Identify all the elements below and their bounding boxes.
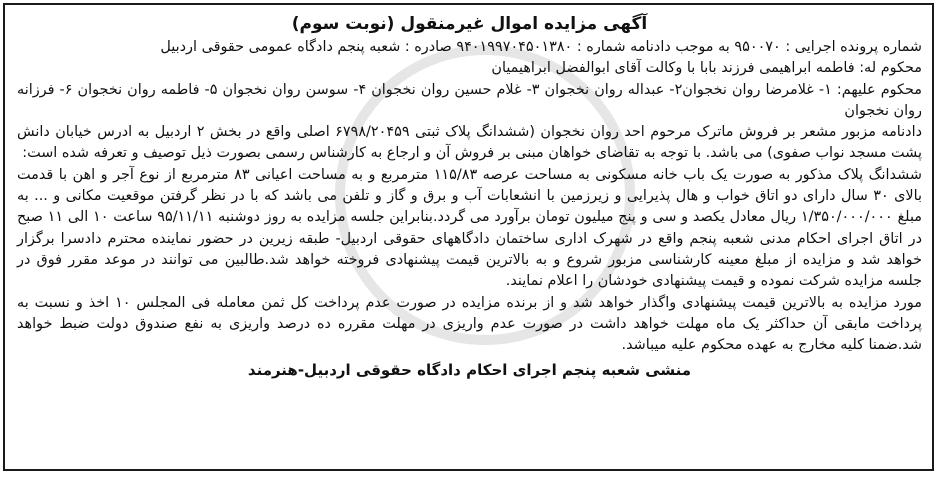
- intro-paragraph: دادنامه مزبور مشعر بر فروش ماترک مرحوم احد روان نخجوان (ششدانگ پلاک ثبتی ۶۷۹۸/۲۰۴۵۹ اصلی واقع در بخش ۲ اردبیل به ادرس خیابان دانش پشت مسجد نواب صفوی) می باشد. با توجه به تقاضای خواهان مبنی بر فروش آن و ارجاع به کارشناس رسمی بصورت ذیل توصیف و تعرفه شده است:: [17, 124, 922, 162]
- defendants-paragraph: محکوم علیهم: ۱- غلامرضا روان نخجوان۲- عبداله روان نخجوان ۳- غلام حسین روان نخجوان ۴- سوسن روان نخجوان ۵- فاطمه روان نخجوان ۶- فرزانه روان نخجوان: [17, 81, 922, 119]
- terms-paragraph: مورد مزایده به بالاترین قیمت پیشنهادی واگذار خواهد شد و از برنده مزایده در صورت عدم پرداخت کل ثمن معامله فی المجلس ۱۰ اخذ و نسبت به پرداخت مابقی آن حداکثر یک ماه مهلت خواهد داشت در صورت عدم واریزی در مهلت مقرره ده درصد واریزی به نفع صندوق دولت ضبط خواهد شد.ضمنا کلیه مخارج به عهده محکوم علیه میباشد.: [17, 294, 923, 354]
- notice-title: آگهی مزایده اموال غیرمنقول (نوبت سوم): [291, 14, 648, 34]
- notice-body: [5, 5, 932, 382]
- signature-line: منشی شعبه پنجم اجرای احکام دادگاه حقوقی اردبیل-هنرمند: [247, 361, 692, 380]
- description-paragraph: ششدانگ پلاک مذکور به صورت یک باب خانه مسکونی به مساحت عرصه ۱۱۵/۸۳ مترمربع و به مساحت اعیانی ۸۳ مترمربع از نوع آجر و اهن با قدمت بالای ۳۰ سال دارای دو اتاق خواب و هال پذیرایی و زیرزمین با انشعابات آب و برق و گاز و تلفن می باشد که با در نظر گرفتن موقعیت مکانی و ... به مبلغ ۱/۳۵۰/۰۰۰/۰۰۰ ریال معادل یکصد و سی و پنج میلیون تومان برآورد می گردد.بنابراین جلسه مزایده به روز دوشنبه ۹۵/۱۱/۱۱ ساعت ۱۰ الی ۱۱ صبح در اتاق اجرای احکام مدنی شعبه پنجم واقع در شهرک اداری ساختمان دادگاههای حقوقی اردبیل- طبقه زیرین در حضور نماینده محترم دادسرا برگزار خواهد شد و مزایده از مبلغ معینه کارشناسی مزبور شروع و به بالاترین قیمت پیشنهادی فروخته خواهد شد.طالبین می توانند در موعد مقرر فوق در جلسه مزایده شرکت نموده و قیمت پیشنهادی خودشان را اعلام نمایند.: [17, 166, 922, 290]
- plaintiff-line: محکوم له: فاطمه ابراهیمی فرزند بابا با وکالت آقای ابوالفضل ابراهیمیان: [491, 60, 922, 77]
- notice-frame: [3, 3, 934, 471]
- case-line: شماره پرونده اجرایی : ۹۵۰۰۷۰ به موجب دادنامه شماره : ۹۴۰۱۹۹۷۰۴۵۰۱۳۸۰ صادره : شعبه پنجم دادگاه عمومی حقوقی اردبیل: [160, 39, 922, 55]
